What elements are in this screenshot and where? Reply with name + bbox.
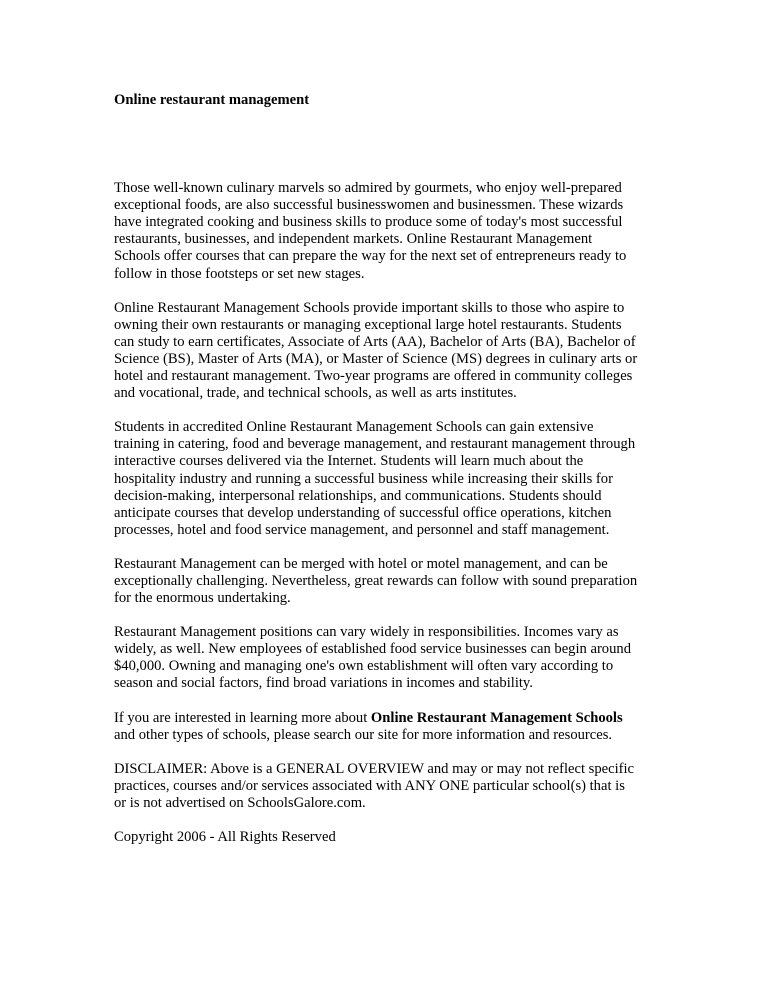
- document-body: [114, 92, 659, 863]
- text-line: decision-making, interpersonal relationships, and communications. Students should: [114, 487, 602, 504]
- text-line: Schools offer courses that can prepare the way for the next set of entrepreneurs ready to: [114, 248, 627, 265]
- text-line: season and social factors, find broad variations in incomes and stability.: [114, 675, 533, 692]
- schools-emphasis: Online Restaurant Management Schools: [370, 709, 623, 726]
- paragraph-merging: [114, 556, 659, 607]
- text-line: DISCLAIMER: Above is a GENERAL OVERVIEW and may or may not reflect specific: [114, 760, 635, 777]
- text-line: exceptional foods, are also successful businesswomen and businessmen. These wizards: [114, 197, 624, 214]
- text-line: [114, 710, 659, 727]
- text-line: anticipate courses that develop understanding of successful office operations, kitchen: [114, 504, 612, 521]
- text-line: or is not advertised on SchoolsGalore.com.: [114, 794, 366, 811]
- text-line: training in catering, food and beverage management, and restaurant management through: [114, 436, 636, 453]
- text-line: hotel and restaurant management. Two-year programs are offered in community colleges: [114, 368, 633, 385]
- paragraph-training: [114, 419, 659, 539]
- text-line: Online Restaurant Management Schools provide important skills to those who aspire to: [114, 299, 625, 316]
- text-line: widely, as well. New employees of established food service businesses can begin around: [114, 641, 631, 658]
- text-line: owning their own restaurants or managing exceptional large hotel restaurants. Students: [114, 316, 622, 333]
- paragraph-skills: [114, 300, 659, 403]
- text-line: Science (BS), Master of Arts (MA), or Master of Science (MS) degrees in culinary arts or: [114, 350, 638, 367]
- paragraph-interest: [114, 710, 659, 744]
- paragraph-intro: [114, 180, 659, 283]
- text-line: can study to earn certificates, Associate of Arts (AA), Bachelor of Arts (BA), Bachelor of: [114, 333, 636, 350]
- text-line: Students in accredited Online Restaurant Management Schools can gain extensive: [114, 419, 594, 436]
- text-line: have integrated cooking and business skills to produce some of today's most successful: [114, 214, 623, 231]
- text-line: for the enormous undertaking.: [114, 590, 291, 607]
- paragraph-disclaimer: [114, 761, 659, 812]
- paragraph-incomes: [114, 624, 659, 692]
- copyright-notice: [114, 829, 659, 846]
- text-line: Restaurant Management can be merged with hotel or motel management, and can be: [114, 555, 608, 572]
- text-line: interactive courses delivered via the Internet. Students will learn much about the: [114, 453, 584, 470]
- text-line: Those well-known culinary marvels so admired by gourmets, who enjoy well-prepared: [114, 180, 622, 197]
- text-line: hospitality industry and running a successful business while increasing their skills for: [114, 470, 613, 487]
- text-line: Copyright 2006 - All Rights Reserved: [114, 829, 336, 845]
- text-line: exceptionally challenging. Nevertheless, great rewards can follow with sound preparation: [114, 572, 638, 589]
- text-line: Restaurant Management positions can vary widely in responsibilities. Incomes vary as: [114, 624, 619, 641]
- text-line: follow in those footsteps or set new stages.: [114, 265, 365, 282]
- text-line: restaurants, businesses, and independent markets. Online Restaurant Management: [114, 231, 593, 248]
- document-title: Online restaurant management: [114, 92, 310, 108]
- text-line: and vocational, trade, and technical schools, as well as arts institutes.: [114, 385, 517, 402]
- interest-prefix: If you are interested in learning more about: [114, 709, 371, 726]
- text-line: processes, hotel and food service management, and personnel and staff management.: [114, 521, 610, 538]
- text-line: practices, courses and/or services associated with ANY ONE particular school(s) that is: [114, 777, 625, 794]
- text-line: and other types of schools, please search our site for more information and resources.: [114, 726, 613, 743]
- text-line: $40,000. Owning and managing one's own establishment will often vary according to: [114, 658, 614, 675]
